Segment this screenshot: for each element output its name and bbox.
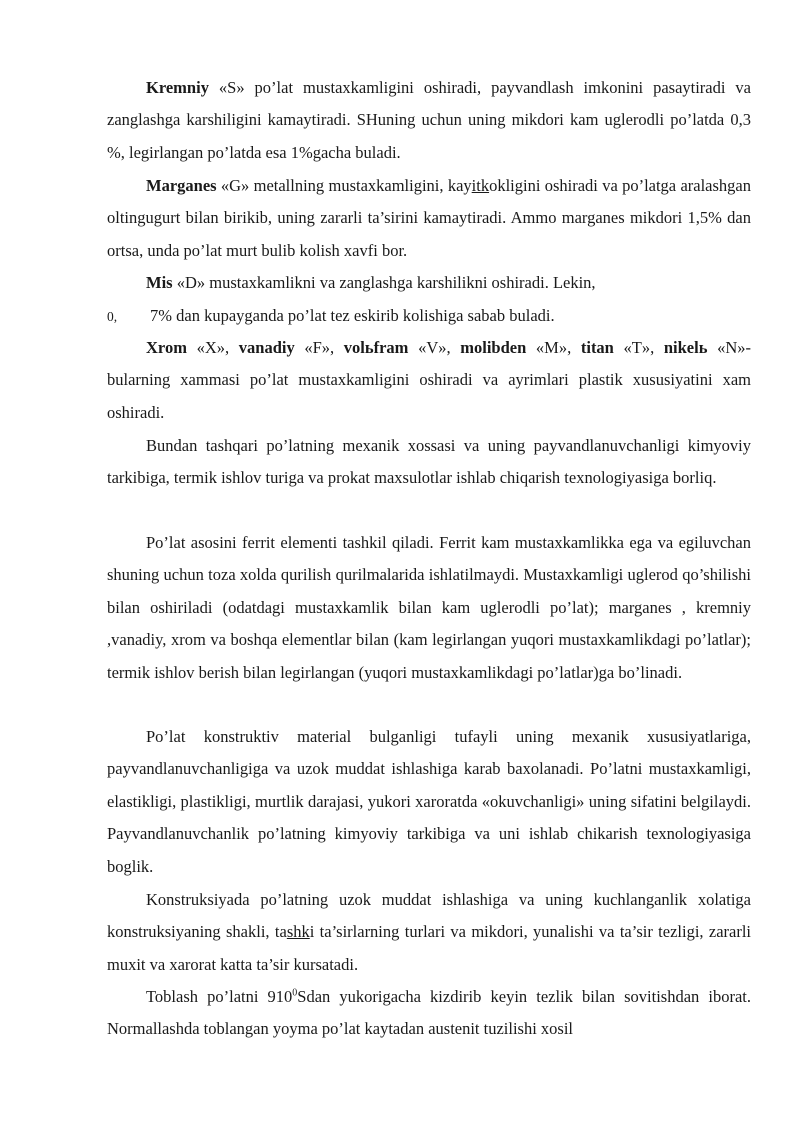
term-kremniy: Kremniy — [146, 78, 209, 97]
paragraph-text: i ta’sirlarning turlari va mikdori, yunalishi va ta’sir tezligi, zararli muxit va xarorat katta ta’sir kursatadi. — [107, 922, 752, 974]
fragment-zero: 0, — [107, 309, 118, 324]
paragraph-text: Konstruksiyada po’latning uzok muddat ishlashiga va uning kuchlanganlik xolatiga konstruksiyaning shakli, ta — [107, 890, 751, 942]
term-marganes: Marganes — [146, 176, 217, 195]
paragraph-marganes — [107, 170, 751, 267]
term-volfram: volьfram — [343, 338, 409, 357]
term-mis: Mis — [146, 273, 173, 292]
paragraph-text: «F», — [294, 338, 344, 357]
paragraph-konstruksiya — [107, 884, 751, 981]
degree-superscript: 0 — [292, 987, 298, 999]
term-molibden: molibden — [460, 338, 527, 357]
paragraph-ferrit: Po’lat asosini ferrit elementi tashkil qiladi. Ferrit kam mustaxkamlikka ega va egiluvchan shuning uchun toza xolda qurilish qurilmalarida ishlatilmaydi. Mustaxkamligi uglerod qo’shilishi bilan oshiriladi (odatdagi mustaxkamlik bilan kam uglerodli po’lat); marganes , kremniy ,vanadiy, xrom va boshqa elementlar bilan (kam legirlangan yuqori mustaxkamlikdagi po’latlar); termik ishlov berish bilan legirlangan (yuqori mustaxkamlikdagi po’latlar)ga bo’linadi. — [107, 533, 751, 682]
paragraph-text: «V», — [408, 338, 461, 357]
term-vanadiy: vanadiy — [238, 338, 295, 357]
paragraph-text: Toblash po’latni 910 — [146, 987, 293, 1006]
paragraph-text: okligini oshiradi va po’latga aralashgan oltingugurt bilan birikib, uning zararli ta’sirini kamaytiradi. Ammo marganes mikdori 1,5% dan ortsa, unda po’lat murt bulib kolish xavfi bor. — [107, 176, 751, 260]
paragraph-text: «T», — [613, 338, 664, 357]
paragraph-text: 7% dan kupayganda po’lat tez eskirib kolishiga sabab buladi. — [150, 306, 555, 325]
paragraph-mis-continuation — [107, 300, 751, 333]
paragraph-text: «X», — [186, 338, 239, 357]
paragraph-text: «S» po’lat mustaxkamligini oshiradi, payvandlash imkonini pasaytiradi va zanglashga karshiligini kamaytiradi. SHuning uchun uning mikdori kam uglerodli po’latda 0,3 %, legirlangan po’latda esa 1%gacha buladi. — [107, 78, 751, 162]
paragraph-text: «M», — [526, 338, 581, 357]
term-xrom: Xrom — [146, 338, 187, 357]
paragraph-text: «G» metallning mustaxkamligini, kay — [216, 176, 472, 195]
paragraph-text: «D» mustaxkamlikni va zanglashga karshilikni oshiradi. Lekin, — [172, 273, 596, 292]
paragraph-mis — [107, 267, 751, 299]
paragraph-kremniy — [107, 72, 751, 169]
paragraph-mechanical-properties: Bundan tashqari po’latning mexanik xossasi va uning payvandlanuvchanligi kimyoviy tarkibiga, termik ishlov turiga va prokat maxsulotlar ishlab chiqarish texnologiyasiga borliq. — [107, 436, 751, 488]
paragraph-text: «N»- bularning xammasi po’lat mustaxkamligini oshiradi va ayrimlari plastik xususiyatini xam oshiradi. — [107, 338, 751, 422]
term-titan: titan — [580, 338, 614, 357]
term-nikel: nikelь — [663, 338, 708, 357]
paragraph-alloying-elements — [107, 332, 751, 429]
paragraph-toblash — [107, 981, 751, 1046]
underlined-fragment: itk — [471, 176, 490, 195]
paragraph-text: Sdan yukorigacha kizdirib keyin tezlik bilan sovitishdan iborat. Normallashda toblangan yoyma po’lat kaytadan austenit tuzilishi xosil — [107, 987, 751, 1039]
paragraph-structural-material: Po’lat konstruktiv material bulganligi tufayli uning mexanik xususiyatlariga, payvandlanuvchanligiga va uzok muddat ishlashiga karab baxolanadi. Po’latni mustaxkamligi, elastikligi, plastikligi, murtlik darajasi, yukori xaroratda «okuvchanligi» uning sifatini belgilaydi. Payvandlanuvchanlik po’latning kimyoviy tarkibiga va uni ishlab chikarish texnologiyasiga boglik. — [107, 727, 751, 876]
underlined-fragment: shk — [286, 922, 310, 942]
